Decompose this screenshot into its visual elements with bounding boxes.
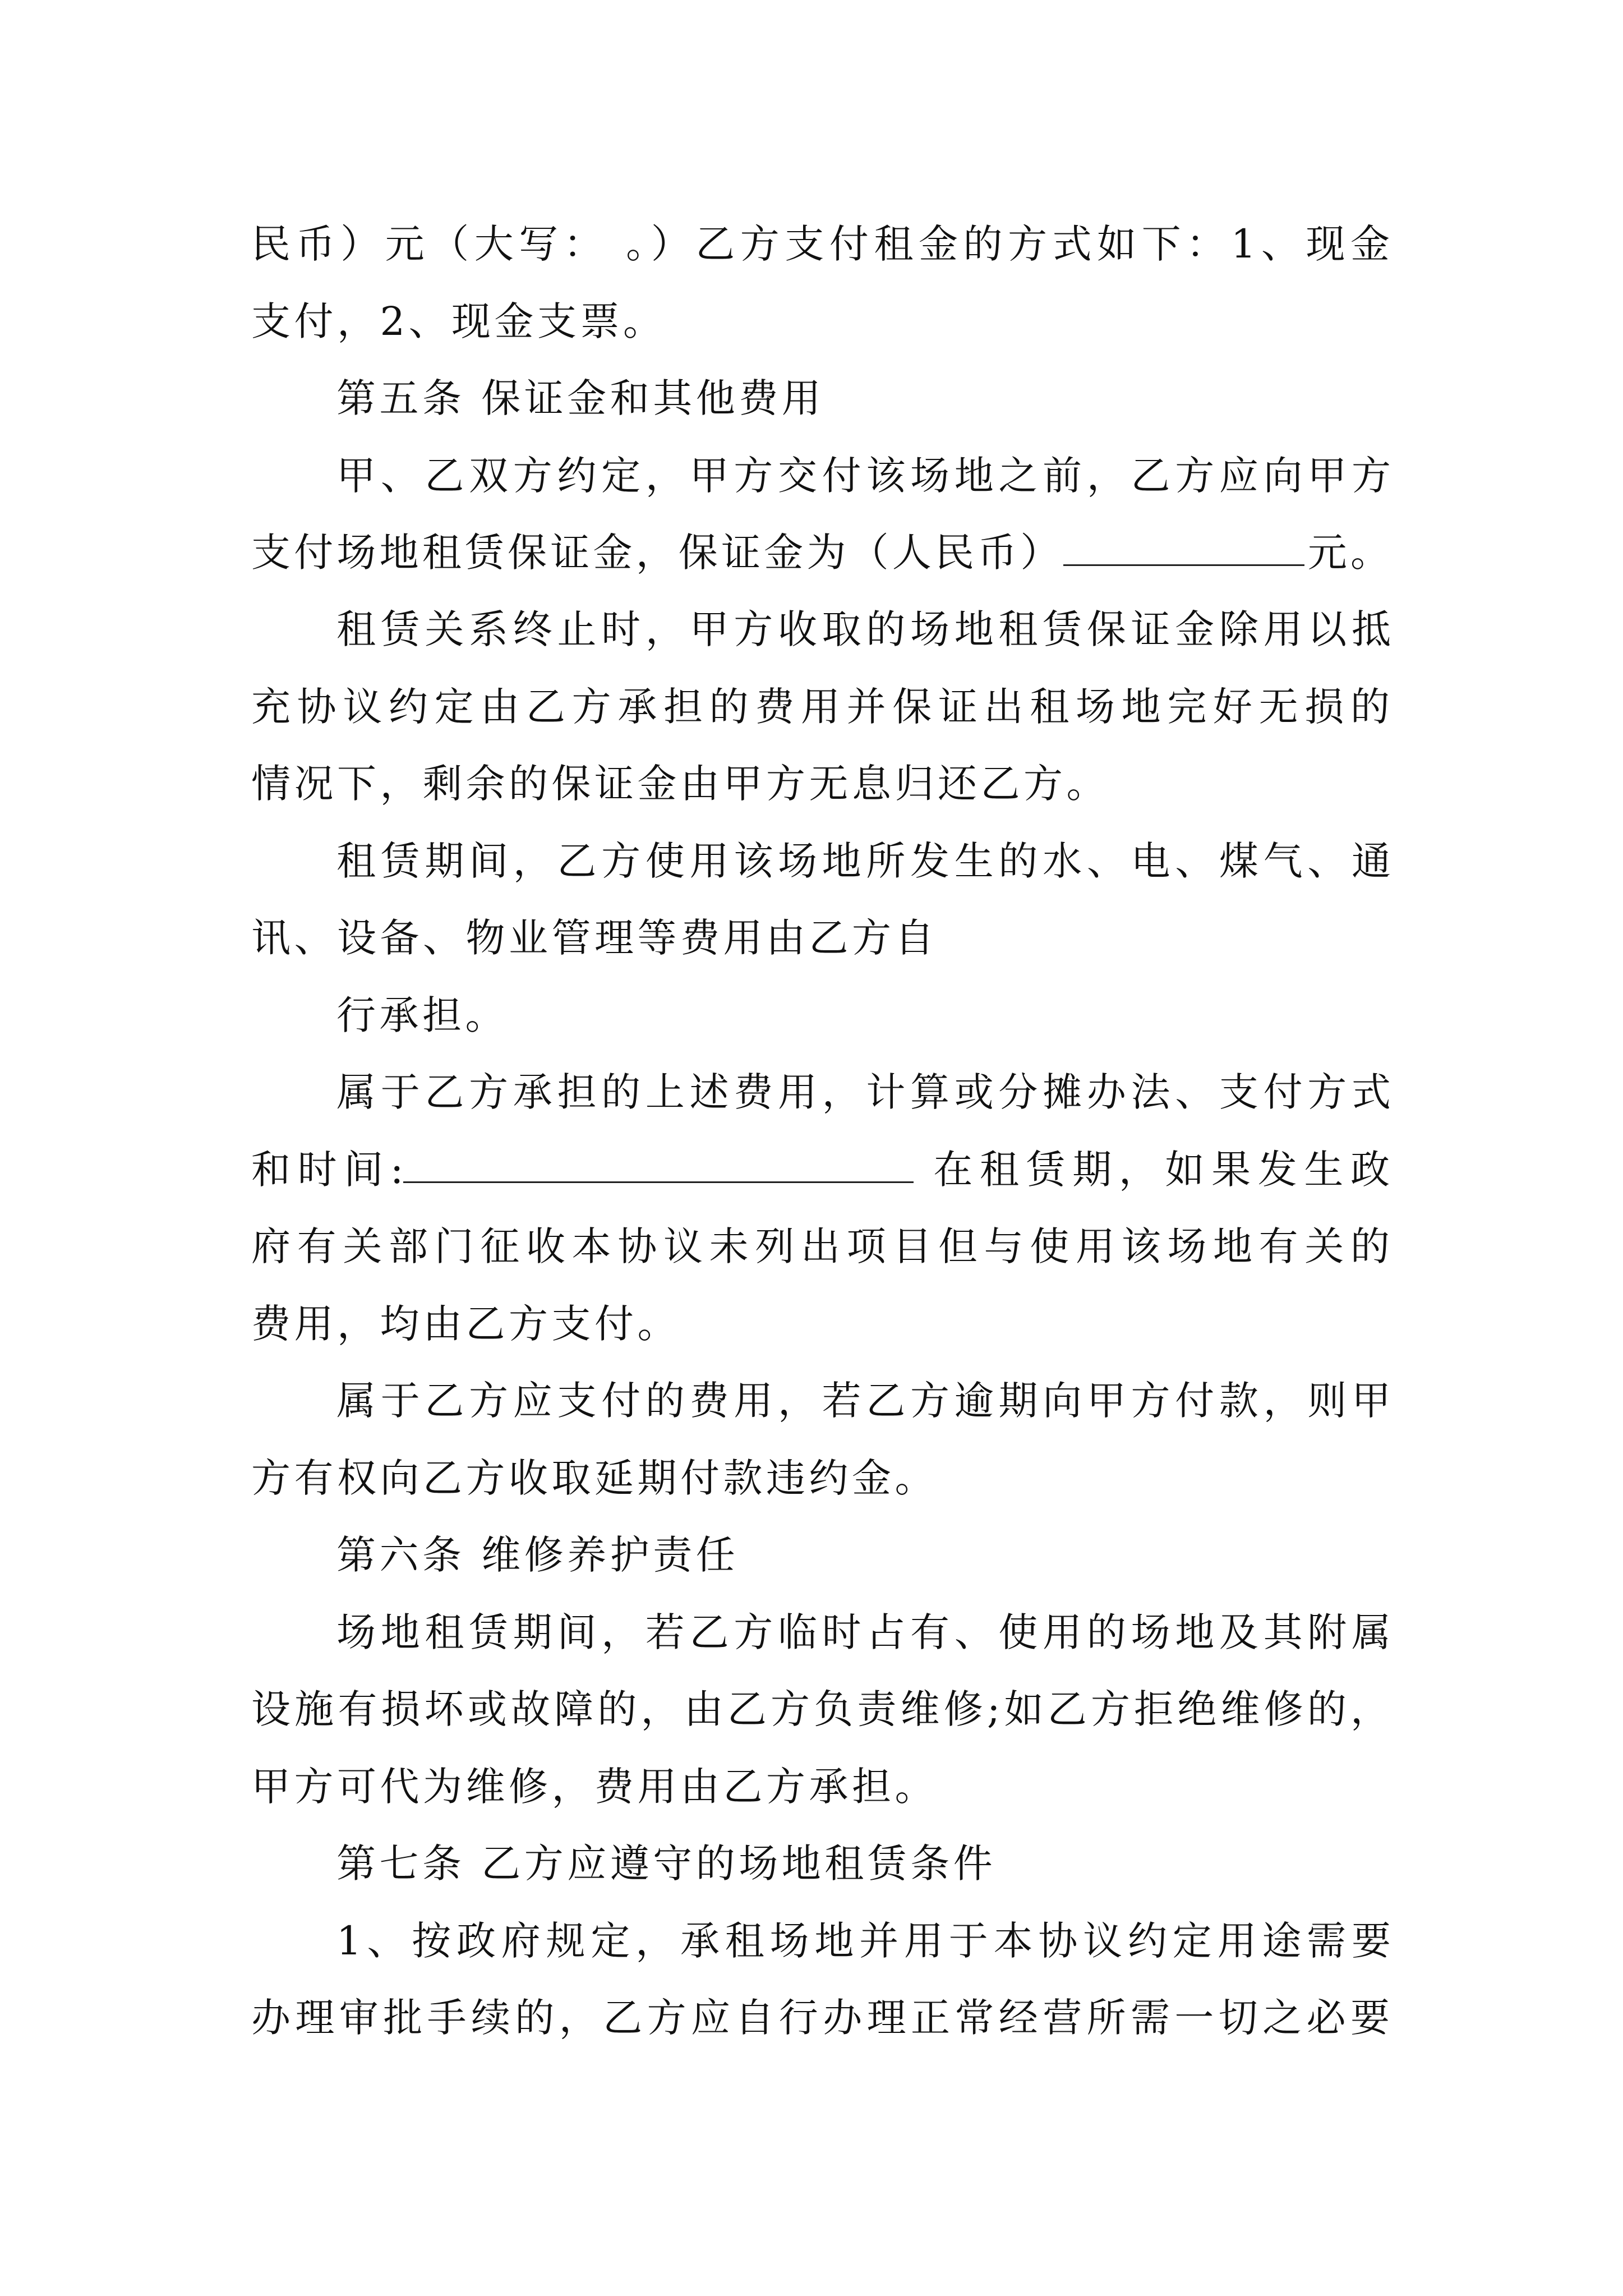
- text-line: 民币）元（大写： 。）乙方支付租金的方式如下：1、现金: [251, 221, 1390, 267]
- text-span: 和时间:: [251, 1147, 404, 1193]
- text-line: 办理审批手续的，乙方应自行办理正常经营所需一切之必要: [251, 1995, 1390, 2041]
- text-line: 租赁关系终止时，甲方收取的场地租赁保证金除用以抵: [336, 606, 1391, 652]
- text-line: 支付，2、现金支票。: [251, 298, 666, 344]
- text-span: 支付场地租赁保证金，保证金为（人民币）: [251, 530, 1063, 576]
- text-line: 情况下，剩余的保证金由甲方无息归还乙方。: [251, 761, 1109, 807]
- text-line: 方有权向乙方收取延期付款违约金。: [251, 1455, 938, 1501]
- text-line: 甲、乙双方约定，甲方交付该场地之前，乙方应向甲方: [336, 453, 1391, 499]
- text-line: 属于乙方承担的上述费用，计算或分摊办法、支付方式: [336, 1069, 1391, 1115]
- text-line: 甲方可代为维修，费用由乙方承担。: [251, 1764, 938, 1810]
- payment-time-blank: [403, 1142, 914, 1183]
- text-span: 元。: [1304, 530, 1390, 576]
- text-span: 在租赁期，如果发生政: [914, 1147, 1390, 1193]
- text-line: 讯、设备、物业管理等费用由乙方自: [251, 915, 938, 961]
- text-line: 1、按政府规定，承租场地并用于本协议约定用途需要: [336, 1918, 1391, 1964]
- text-line: 场地租赁期间，若乙方临时占有、使用的场地及其附属: [336, 1609, 1391, 1655]
- section-heading-5: 第五条 保证金和其他费用: [336, 375, 825, 421]
- text-line: 府有关部门征收本协议未列出项目但与使用该场地有关的: [251, 1223, 1390, 1269]
- text-line: 租赁期间，乙方使用该场地所发生的水、电、煤气、通: [336, 838, 1391, 884]
- text-line: 设施有损坏或故障的，由乙方负责维修;如乙方拒绝维修的，: [251, 1686, 1390, 1732]
- deposit-amount-blank: [1063, 525, 1304, 566]
- text-line: 行承担。: [336, 992, 508, 1038]
- text-line: 费用，均由乙方支付。: [251, 1301, 680, 1347]
- text-line: 属于乙方应支付的费用，若乙方逾期向甲方付款，则甲: [336, 1378, 1391, 1424]
- text-line: [251, 1139, 1390, 1200]
- section-heading-6: 第六条 维修养护责任: [336, 1532, 739, 1578]
- section-heading-7: 第七条 乙方应遵守的场地租赁条件: [336, 1841, 997, 1887]
- text-line: 充协议约定由乙方承担的费用并保证出租场地完好无损的: [251, 684, 1390, 730]
- text-line: [251, 522, 1390, 583]
